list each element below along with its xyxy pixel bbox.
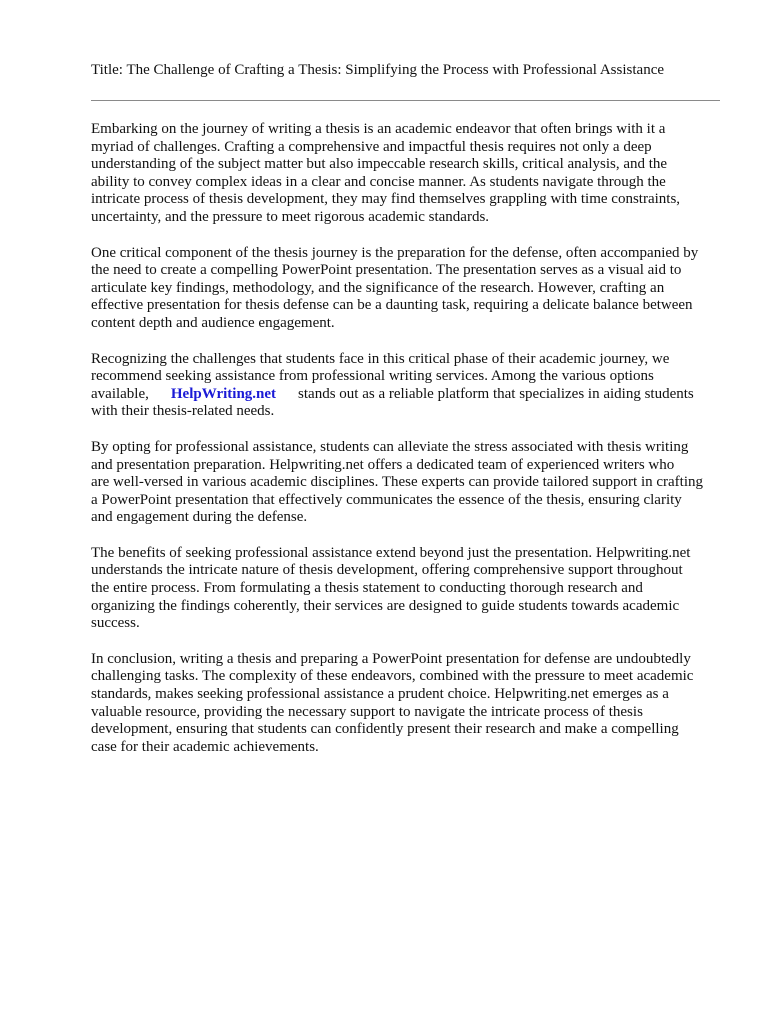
text-line: recommend seeking assistance from professional writing services. Among the various options: [91, 368, 654, 385]
helpwriting-link[interactable]: HelpWriting.net: [170, 385, 277, 402]
text-line: and presentation preparation. Helpwriting.net offers a dedicated team of experienced writers who: [91, 456, 675, 473]
text-fragment: stands out as a reliable platform that specializes in aiding students: [298, 385, 694, 402]
text-line: The benefits of seeking professional assistance extend beyond just the presentation. Helpwriting.net: [91, 544, 691, 561]
paragraph-defense: [91, 245, 731, 333]
text-line: understanding of the subject matter but also impeccable research skills, critical analysis, and the: [91, 156, 668, 173]
text-line: development, ensuring that students can confidently present their research and make a compelling: [91, 721, 679, 738]
text-line: valuable resource, providing the necessary support to navigate the intricate process of thesis: [91, 703, 643, 720]
document-body: [91, 121, 731, 774]
text-line-with-link: [91, 386, 731, 404]
text-line: In conclusion, writing a thesis and preparing a PowerPoint presentation for defense are undoubtedly: [91, 650, 691, 667]
text-line: Embarking on the journey of writing a thesis is an academic endeavor that often brings with it a: [91, 121, 666, 137]
text-line: are well-versed in various academic disciplines. These experts can provide tailored support in crafting: [91, 474, 704, 491]
text-line: challenging tasks. The complexity of these endeavors, combined with the pressure to meet academic: [91, 668, 694, 685]
text-line: the need to create a compelling PowerPoint presentation. The presentation serves as a visual aid to: [91, 262, 682, 279]
paragraph-assistance: [91, 439, 731, 527]
text-line: and engagement during the defense.: [91, 509, 308, 526]
document-title: Title: The Challenge of Crafting a Thesis: Simplifying the Process with Professional Assistance: [91, 62, 665, 78]
paragraph-conclusion: [91, 651, 731, 757]
text-line: myriad of challenges. Crafting a comprehensive and impactful thesis requires not only a deep: [91, 138, 652, 155]
text-line: understands the intricate nature of thesis development, offering comprehensive support throughout: [91, 562, 683, 579]
text-line: standards, makes seeking professional assistance a prudent choice. Helpwriting.net emerges as a: [91, 686, 669, 703]
paragraph-benefits: [91, 545, 731, 633]
text-line: success.: [91, 615, 140, 632]
title-divider: [91, 100, 720, 101]
text-line: effective presentation for thesis defense can be a daunting task, requiring a delicate balance between: [91, 297, 693, 314]
text-line: case for their academic achievements.: [91, 738, 319, 755]
text-fragment: available,: [91, 385, 149, 402]
text-line: intricate process of thesis development, they may find themselves grappling with time constraints,: [91, 191, 681, 208]
text-line: One critical component of the thesis journey is the preparation for the defense, often accompanied by: [91, 244, 699, 261]
text-line: a PowerPoint presentation that effectively communicates the essence of the thesis, ensuring clarity: [91, 491, 682, 508]
paragraph-intro: [91, 121, 731, 227]
text-line: with their thesis-related needs.: [91, 403, 275, 420]
text-line: organizing the findings coherently, their services are designed to guide students towards academic: [91, 597, 680, 614]
text-line: Recognizing the challenges that students face in this critical phase of their academic journey, we: [91, 350, 670, 367]
paragraph-recommendation: [91, 351, 731, 421]
text-line: uncertainty, and the pressure to meet rigorous academic standards.: [91, 208, 490, 225]
text-line: the entire process. From formulating a thesis statement to conducting thorough research and: [91, 580, 643, 597]
text-line: articulate key findings, methodology, and the significance of the research. However, crafting an: [91, 279, 665, 296]
text-line: By opting for professional assistance, students can alleviate the stress associated with thesis writing: [91, 438, 689, 455]
text-line: ability to convey complex ideas in a clear and concise manner. As students navigate through the: [91, 173, 666, 190]
text-line: content depth and audience engagement.: [91, 314, 335, 331]
